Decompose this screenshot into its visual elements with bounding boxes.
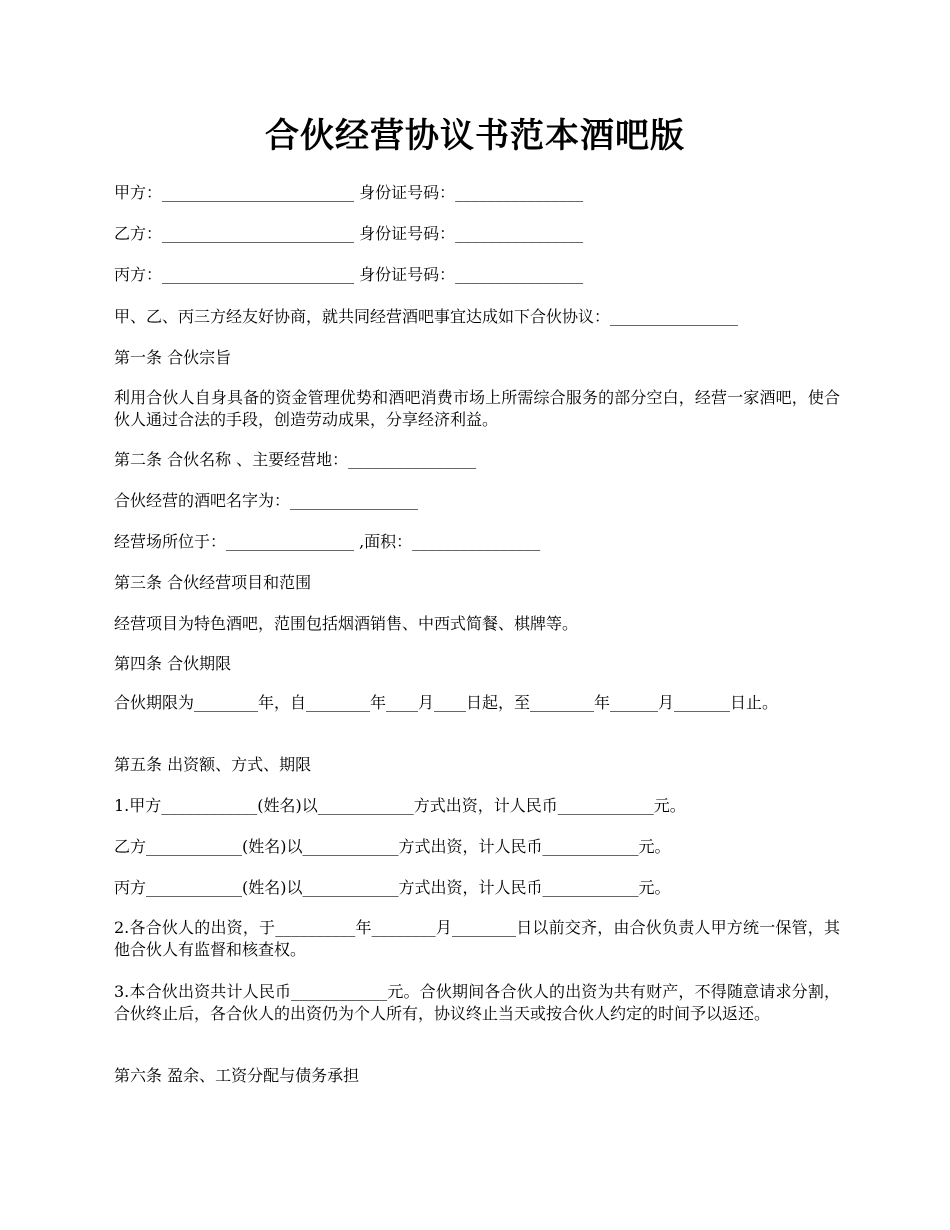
party-c-line: 丙方：________________________ 身份证号码：________________ xyxy=(114,265,584,284)
article-paragraph: 经营项目为特色酒吧，范围包括烟酒销售、中西式简餐、棋牌等。 xyxy=(114,614,579,633)
term-paragraph: 合伙期限为________年，自________年____月____日起，至________年______月_______日止。 xyxy=(114,693,779,712)
article-heading: 第二条 合伙名称 、主要经营地：________________ xyxy=(114,450,477,469)
article-heading: 第六条 盈余、工资分配与债务承担 xyxy=(114,1066,360,1085)
preamble-line: 甲、乙、丙三方经友好协商，就共同经营酒吧事宜达成如下合伙协议：________________ xyxy=(114,307,739,326)
contribution-line: 丙方____________(姓名)以____________方式出资，计人民币____________元。 xyxy=(114,878,671,897)
article-heading: 第五条 出资额、方式、期限 xyxy=(114,755,312,774)
article-heading: 第三条 合伙经营项目和范围 xyxy=(114,573,312,592)
party-b-line: 乙方：________________________ 身份证号码：________________ xyxy=(114,224,584,243)
article-heading: 第一条 合伙宗旨 xyxy=(114,348,232,367)
article-paragraph: 利用合伙人自身具备的资金管理优势和酒吧消费市场上所需综合服务的部分空白，经营一家酒吧，使合伙人通过合法的手段，创造劳动成果，分享经济利益。 xyxy=(114,388,840,429)
document-title: 合伙经营协议书范本酒吧版 xyxy=(265,116,685,156)
contribution-line: 1.甲方____________(姓名)以____________方式出资，计人民币____________元。 xyxy=(114,796,686,815)
article-heading: 第四条 合伙期限 xyxy=(114,654,232,673)
article-paragraph: 3.本合伙出资共计人民币____________元。合伙期间各合伙人的出资为共有财产，不得随意请求分割，合伙终止后，各合伙人的出资仍为个人所有，协议终止当天或按合伙人约定的时间予以返还。 xyxy=(114,982,840,1023)
bar-name-line: 合伙经营的酒吧名字为：________________ xyxy=(114,491,419,510)
article-paragraph: 2.各合伙人的出资，于__________年________月________日以前交齐，由合伙负责人甲方统一保管，其他合伙人有监督和核查权。 xyxy=(114,918,840,959)
contribution-line: 乙方____________(姓名)以____________方式出资，计人民币____________元。 xyxy=(114,837,671,856)
premises-line: 经营场所位于：________________ ,面积：________________ xyxy=(114,532,541,551)
party-a-line: 甲方：________________________ 身份证号码：________________ xyxy=(114,183,584,202)
